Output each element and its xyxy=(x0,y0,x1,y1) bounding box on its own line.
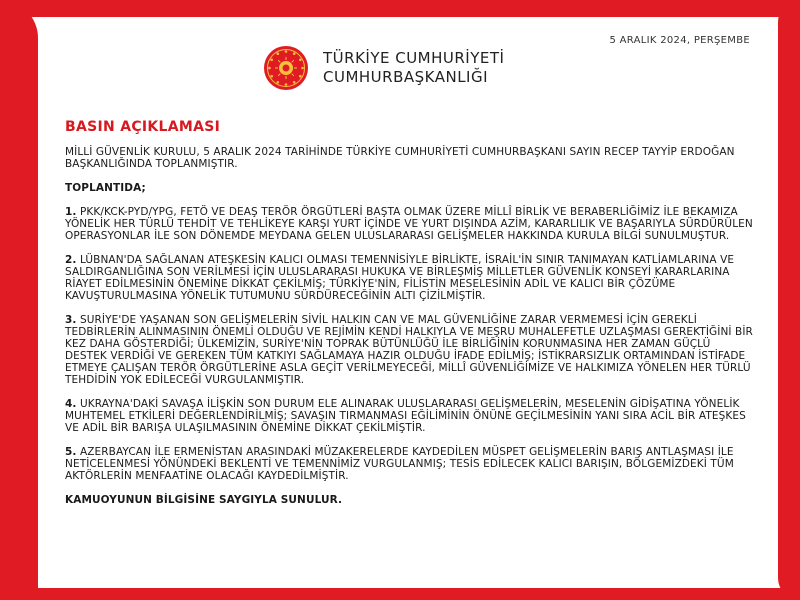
document-title: BASIN AÇIKLAMASI xyxy=(65,119,221,135)
press-release-page xyxy=(38,17,778,588)
release-date: 5 ARALIK 2024, PERŞEMBE xyxy=(609,35,750,46)
intro-paragraph: MİLLİ GÜVENLİK KURULU, 5 ARALIK 2024 TARİHİNDE TÜRKİYE CUMHURİYETİ CUMHURBAŞKANI SAYIN RECEP TAYYİP ERDOĞAN BAŞKANLIĞINDA TOPLANMIŞTIR. xyxy=(65,146,735,170)
left-red-border xyxy=(0,0,38,600)
list-item xyxy=(65,398,755,434)
item-text: SURİYE'DE YAŞANAN SON GELİŞMELERİN SİVİL HALKIN CAN VE MAL GÜVENLİĞİNE ZARAR VERMEMESİ İÇİN GEREKLİ TEDBİRLERİN ALINMASININ ÖNEMLİ OLDUĞU VE REJİMİN KENDİ HALKIYLA VE MEŞRU MUHALEFETLE UZLAŞMASI GEREKTİĞİNİ BİR KEZ DAHA GÖSTERDİĞİ; ÜLKEMİZİN, SURİYE'NİN TOPRAK BÜTÜNLÜĞÜ İLE BİRLİĞİNİN KORUNMASINA HER ZAMAN GÜÇLÜ DESTEK VERDİĞİ VE GEREKEN TÜM KATKIYI SAĞLAMAYA HAZIR OLDUĞU İFADE EDİLMİŞ; İSTİKRARSIZLIK ORTAMINDAN İSTİFADE ETMEYE ÇALIŞAN TERÖR ÖRGÜTLERİNE ASLA GEÇİT VERİLMEYECEĞİ, MİLLÎ GÜVENLİĞİMİZE VE HALKIMIZA YÖNELEN HER TÜRLÜ TEHDİDİN YOK EDİLECEĞİ VURGULANMIŞTIR. xyxy=(65,314,753,386)
institution-name xyxy=(323,49,504,87)
item-text: LÜBNAN'DA SAĞLANAN ATEŞKESİN KALICI OLMASI TEMENNİSİYLE BİRLİKTE, İSRAİL'İN SINIR TANIMAYAN KATLİAMLARINA VE SALDIRGANLIĞINA SON VERİLMESİ İÇİN ULUSLARARASI HUKUKA VE BİRLEŞMİŞ MİLLETLER GÜVENLİK KONSEYİ KARARLARINA RİAYET EDİLMESİNİN ÖNEMİNE DİKKAT ÇEKİLMİŞ; TÜRKİYE'NİN, FİLİSTİN MESELESİNİN ADİL VE KALICI BİR ÇÖZÜME KAVUŞTURULMASINA YÖNELİK TUTUMUNU SÜRDÜRECEĞİNİN ALTI ÇİZİLMİŞTİR. xyxy=(65,254,735,302)
item-number: 2. xyxy=(65,254,77,266)
document-body xyxy=(65,146,755,518)
closing-statement: KAMUOYUNUN BİLGİSİNE SAYGIYLA SUNULUR. xyxy=(65,494,343,506)
right-red-border xyxy=(778,0,800,600)
list-item xyxy=(65,314,755,386)
item-text: PKK/KCK-PYD/YPG, FETÖ VE DEAŞ TERÖR ÖRGÜTLERİ BAŞTA OLMAK ÜZERE MİLLÎ BİRLİK VE BERABERLİĞİMİZ İLE BEKAMIZA YÖNELİK HER TÜRLÜ TEHDİT VE TEHLİKEYE KARŞI YURT İÇİNDE VE YURT DIŞINDA AZİM, KARARLILIK VE BAŞARIYLA SÜRDÜRÜLEN OPERASYONLAR İLE SON DÖNEMDE MEYDANA GELEN ULUSLARARASI GELİŞMELER HAKKINDA KURULA BİLGİ SUNULMUŞTUR. xyxy=(65,206,753,242)
presidential-seal-icon xyxy=(263,45,309,91)
item-number: 1. xyxy=(65,206,77,218)
meeting-heading: TOPLANTIDA; xyxy=(65,182,146,194)
bottom-red-border xyxy=(0,588,800,600)
top-red-border xyxy=(0,0,800,17)
item-text: AZERBAYCAN İLE ERMENİSTAN ARASINDAKİ MÜZAKERELERDE KAYDEDİLEN MÜSPET GELİŞMELERİN BARIŞ ANTLAŞMASI İLE NETİCELENMESİ YÖNÜNDEKİ BEKLENTİ VE TEMENNİMİZ VURGULANMIŞ; TESİS EDİLECEK KALICI BARIŞIN, BÖLGEMİZDEKİ TÜM AKTÖRLERİN MENFAATİNE OLACAĞI KAYDEDİLMİŞTİR. xyxy=(65,446,734,482)
item-number: 3. xyxy=(65,314,77,326)
item-number: 4. xyxy=(65,398,77,410)
item-number: 5. xyxy=(65,446,77,458)
list-item xyxy=(65,446,755,482)
list-item xyxy=(65,206,755,242)
institution-line-1: TÜRKİYE CUMHURİYETİ xyxy=(323,49,505,67)
institution-header xyxy=(263,45,504,91)
institution-line-2: CUMHURBAŞKANLIĞI xyxy=(323,68,489,86)
list-item xyxy=(65,254,755,302)
item-text: UKRAYNA'DAKİ SAVAŞA İLİŞKİN SON DURUM ELE ALINARAK ULUSLARARASI GELİŞMELERİN, MESELENİN GİDİŞATINA YÖNELİK MUHTEMEL ETKİLERİ DEĞERLENDİRİLMİŞ; SAVAŞIN TIRMANMASI EĞİLİMİNİN ÖNÜNE GEÇİLMESİNİN YANI SIRA ACİL BİR ATEŞKES VE ADİL BİR BARIŞA ULAŞILMASININ ÖNEMİNE DİKKAT ÇEKİLMİŞTİR. xyxy=(65,398,746,434)
